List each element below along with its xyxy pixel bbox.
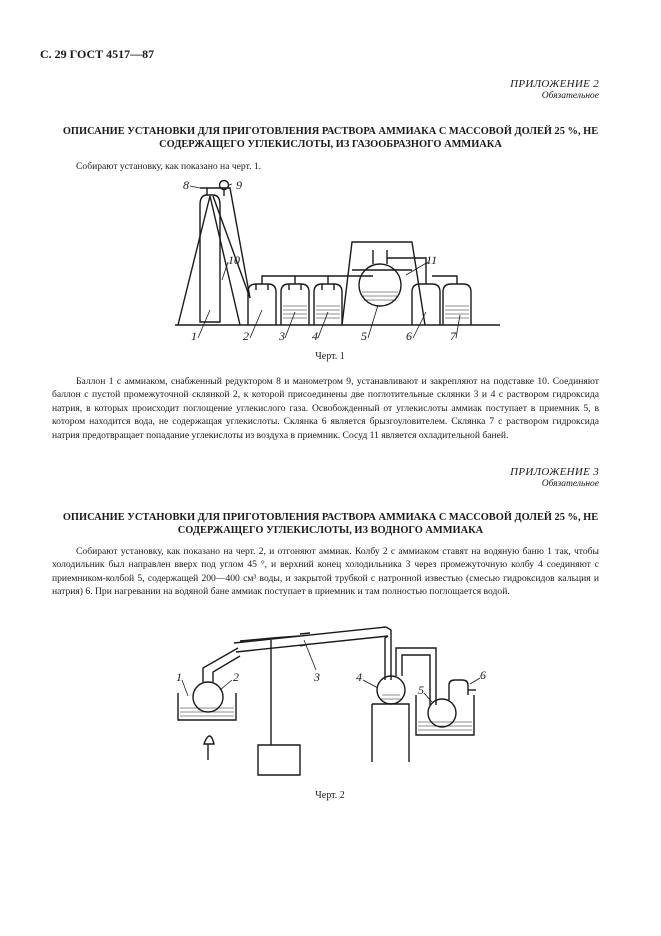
fig1-label-2: 2 — [243, 329, 249, 343]
appendix-title: ПРИЛОЖЕНИЕ 3 — [510, 466, 599, 478]
fig2-label-6: 6 — [480, 668, 486, 682]
section-2-description: Собирают установку, как показано на черт. 2, и отгоняют аммиак. Колбу 2 с аммиаком ставят на водяную баню 1 так, чтобы холодильник был направлен вверх под углом 45 °, и верхний конец холодильника 3 через промежуточную колбу 4 соединяют с приемником-колбой 5, содержащей 200—400 см³ воды, и закрытой трубкой с натронной известью (смесью гидроксидов кальция и натрия) 6. При нагревании на водяной бане аммиак поступает в приемник и там полностью поглощается водой. — [52, 546, 599, 598]
page-header: С. 29 ГОСТ 4517—87 — [40, 47, 155, 61]
fig1-label-5: 5 — [361, 329, 367, 343]
figure-1-caption: Черт. 1 — [315, 351, 345, 362]
fig2-label-1: 1 — [176, 670, 182, 684]
appendix-status: Обязательное — [541, 91, 599, 101]
fig1-label-6: 6 — [406, 329, 412, 343]
fig1-label-9: 9 — [236, 178, 242, 192]
fig1-label-7: 7 — [450, 329, 456, 343]
fig2-label-4: 4 — [356, 670, 362, 684]
fig1-label-1: 1 — [191, 329, 197, 343]
fig1-label-10: 10 — [228, 253, 240, 267]
fig1-label-8: 8 — [183, 178, 189, 192]
appendix-title: ПРИЛОЖЕНИЕ 2 — [510, 78, 599, 90]
fig2-label-2: 2 — [233, 670, 239, 684]
fig2-label-3: 3 — [314, 670, 320, 684]
section-1-heading: ОПИСАНИЕ УСТАНОВКИ ДЛЯ ПРИГОТОВЛЕНИЯ РАСТВОРА АММИАКА С МАССОВОЙ ДОЛЕЙ 25 %, НЕ СОДЕРЖАЩЕГО УГЛЕКИСЛОТЫ, ИЗ ГАЗООБРАЗНОГО АММИАКА — [62, 126, 599, 150]
figure-2-caption: Черт. 2 — [315, 790, 345, 801]
fig1-label-4: 4 — [312, 329, 318, 343]
section-1-description: Баллон 1 с аммиаком, снабженный редуктором 8 и манометром 9, устанавливают и закрепляют на подставке 10. Соединяют баллон с пустой промежуточной склянкой 2, к которой присоединены две поглотительные склянки 3 и 4 с раствором гидроксида натрия, в которых происходит поглощение углекислого газа. Освобожденный от углекислоты аммиак поступает в приемник 5, в котором находится вода, не содержащая углекислоты. Склянка 6 является брызгоуловителем. Склянка 7 с раствором гидроксида натрия предотвращает попадание углекислоты из воздуха в приемник. Сосуд 11 является охладительной баней. — [52, 376, 599, 441]
appendix-status: Обязательное — [541, 479, 599, 489]
section-1-intro: Собирают установку, как показано на черт. 1. — [76, 161, 262, 172]
fig1-label-11: 11 — [426, 253, 438, 267]
fig2-label-5: 5 — [418, 683, 424, 697]
section-2-heading: ОПИСАНИЕ УСТАНОВКИ ДЛЯ ПРИГОТОВЛЕНИЯ РАСТВОРА АММИАКА С МАССОВОЙ ДОЛЕЙ 25 %, НЕ СОДЕРЖАЩЕГО УГЛЕКИСЛОТЫ, ИЗ ВОДНОГО АММИАКА — [62, 512, 599, 536]
fig1-label-3: 3 — [279, 329, 285, 343]
